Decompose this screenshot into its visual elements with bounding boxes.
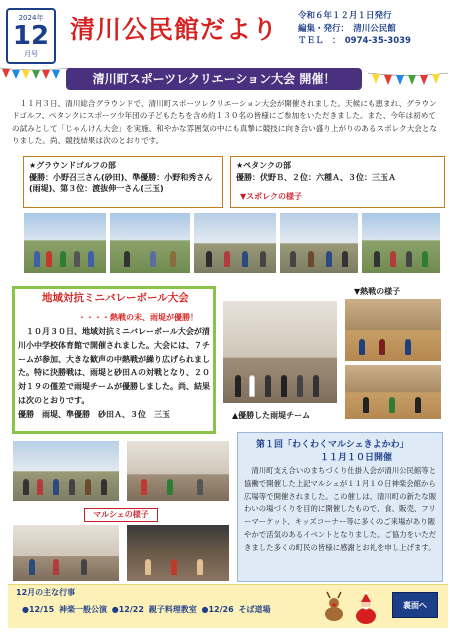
event-item: ●12/22 親子料理教室 xyxy=(111,605,197,614)
telephone: ＴＥＬ ： 0974-35-3039 xyxy=(298,36,411,46)
sports-photo-5 xyxy=(361,212,441,274)
winning-team-caption: ▲優勝した雨堤チーム xyxy=(232,411,311,420)
bunting-flags-left xyxy=(0,66,70,80)
volleyball-result: 優勝 雨堤、準優勝 砂田Ａ、３位 三玉 xyxy=(18,409,170,419)
marche-photo-1 xyxy=(12,440,120,502)
petanque-results xyxy=(230,156,445,208)
winning-team-photo xyxy=(222,300,338,404)
ground-golf-title: ★グラウンドゴルフの部 xyxy=(29,161,116,170)
marche-photo-caption: マルシェの様子 xyxy=(84,508,158,522)
events-title: 12月の主な行事 xyxy=(16,588,76,597)
ground-golf-results xyxy=(23,156,223,208)
volleyball-body-text: １０月３０日、地域対抗ミニバレーボール大会が清川小中学校体育館で開催されました。大会には、７チームが参加、大きな歓声の中熱戦が繰り広げられました。特に決勝戦は、雨堤と砂田Ａの対戦となり、２０対１９の僅差で雨堤チームが優勝しました。尚、結果は次のとおりです。 xyxy=(18,327,210,405)
publisher: 編集・発行： 清川公民館 xyxy=(298,23,396,34)
sports-photo-3 xyxy=(193,212,277,274)
event-item: ●12/15 神楽一般公演 xyxy=(22,605,107,614)
newsletter-title: 清川公民館だより xyxy=(70,15,279,44)
volleyball-title: 地域対抗ミニバレーボール大会 xyxy=(42,292,189,304)
marche-title: 第１回「わくわくマルシェきよかわ」 xyxy=(256,440,409,450)
issue-date-badge xyxy=(6,8,56,64)
issue-year: 2024年 xyxy=(18,14,44,22)
marche-date: １１月１０日開催 xyxy=(320,453,393,463)
volleyball-subtitle: ・・・・熱戦の末、雨堤が優勝！ xyxy=(78,313,198,322)
volleyball-match-photo-1 xyxy=(344,298,442,362)
sports-photo-4 xyxy=(279,212,359,274)
match-photo-caption: ▼熱戦の様子 xyxy=(354,287,401,296)
publish-date: 令和６年１２月１日発行 xyxy=(298,11,392,21)
sports-intro: １１月３日、清川総合グラウンドで、清川町スポーツレクリエーション大会が開催されました。天候にも恵まれ、グラウンドゴルフ、ペタンクにスポーツ少年団の子どもたちを含め約１３０名の皆様にご参加をいただきました。また、今年は初めての試みとして「じゃんけん大会」を実施、和やかな雰囲気の中にも真摯に競技に向き合い盛り上がりのあるスポレク大会となりました。尚、競技結果は次のとおりです。 xyxy=(12,99,438,145)
marche-photo-3 xyxy=(12,524,120,582)
issue-month: 12 xyxy=(12,21,50,51)
events-list xyxy=(22,604,270,615)
sports-photo-1 xyxy=(23,212,107,274)
volleyball-match-photo-2 xyxy=(344,364,442,420)
sports-photo-caption: ▼スポレクの様子 xyxy=(240,192,302,201)
marche-body: 清川町支え合いのまちづくり仕掛人会が清川公民館等と協働で開催した上記マルシェが１１月１０日神楽会館から広場等で開催されました。この催しは、清川町の新たな賑わいの場づくりを目的に開催したもので、食、販売、フリーマーケット、キッズコーナー等に多くのご来場があり賑やかで活気のあるイベントとなりました。ご協力をいただきました多くの町民の皆様に感謝とお礼を申し上げます。 xyxy=(244,466,437,552)
petanque-title: ★ペタンクの部 xyxy=(236,161,292,170)
bunting-flags-right xyxy=(368,70,448,86)
issue-month-label: 月号 xyxy=(24,50,38,58)
volleyball-body xyxy=(18,325,214,422)
marche-photo-4 xyxy=(126,524,230,582)
petanque-result-text: 優勝：伏野Ｂ、２位：六種Ａ、３位：三玉Ａ xyxy=(236,172,396,182)
sports-photo-2 xyxy=(109,212,191,274)
marche-photo-2 xyxy=(126,440,230,502)
publication-info xyxy=(298,10,411,48)
next-page-button[interactable]: 裏面へ xyxy=(392,592,438,618)
sports-banner: 清川町スポーツレクリエーション大会 開催！ xyxy=(66,68,362,90)
reindeer-santa-illustration xyxy=(318,590,384,626)
ground-golf-result-text: 優勝：小野召三さん(砂田)、準優勝：小野和秀さん(雨堤)、第３位：渡抜伸一さん(三玉) xyxy=(29,172,213,193)
event-item: ●12/26 そば道場 xyxy=(201,605,271,614)
